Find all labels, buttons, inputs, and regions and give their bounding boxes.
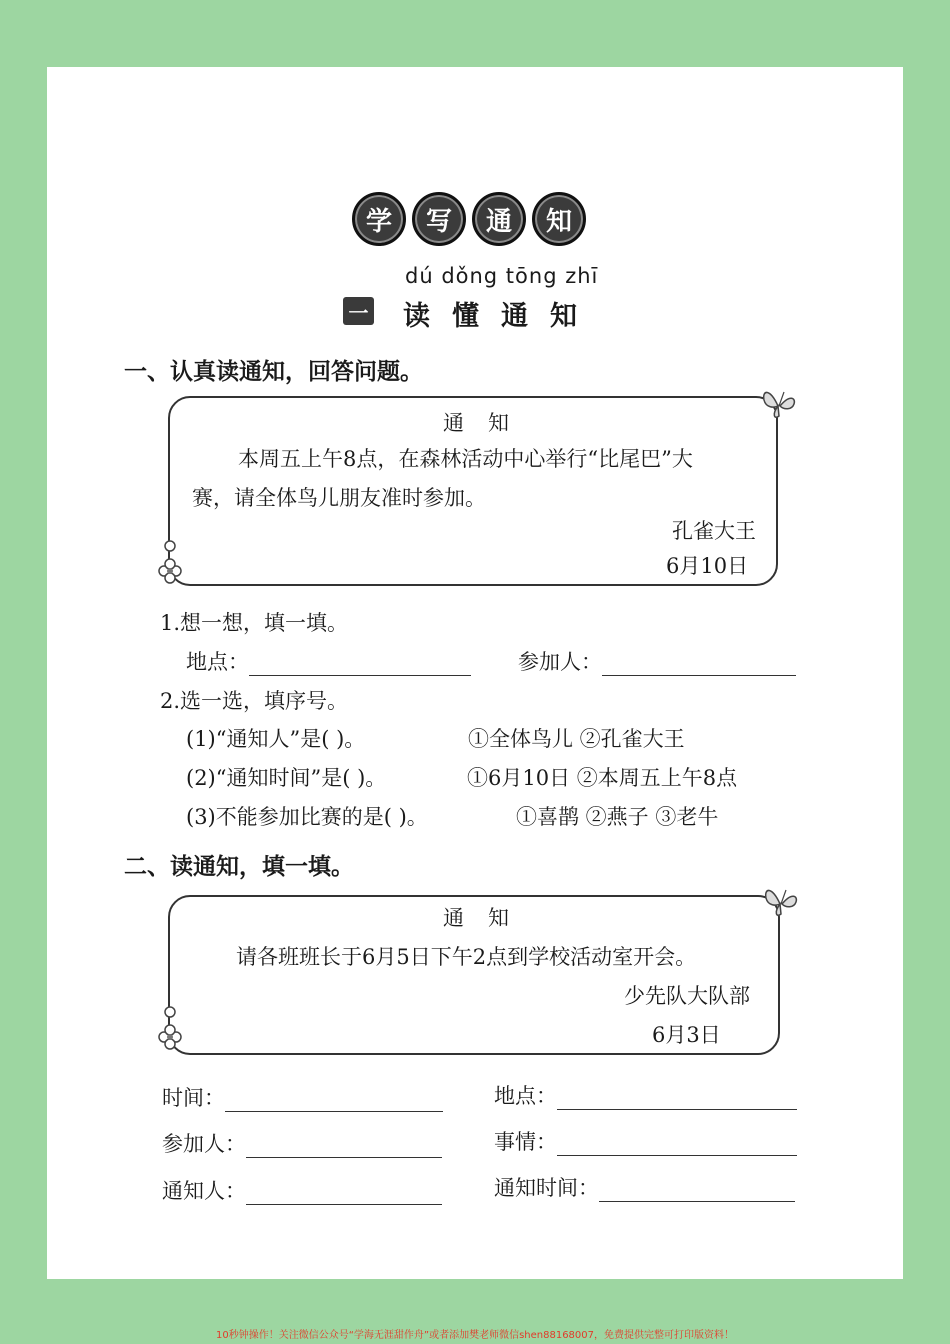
notice-body: 本周五上午8点，在森林活动中心举行“比尾巴”大: [238, 447, 693, 471]
flower-icon: [156, 538, 184, 584]
participants-answer-line[interactable]: [246, 1157, 442, 1158]
notifier-answer-line[interactable]: [246, 1204, 442, 1205]
place-answer-line[interactable]: [249, 675, 471, 676]
flower-icon: [156, 1004, 184, 1050]
choice-options: ①喜鹊 ②燕子 ③老牛: [516, 805, 719, 829]
choice-question[interactable]: (1)“通知人”是( )。: [186, 727, 366, 751]
title-badge: 知: [532, 192, 586, 246]
participants-label: 参加人：: [518, 650, 602, 674]
title-badges: [352, 192, 586, 246]
time-label: 时间：: [162, 1086, 225, 1110]
notice-body: 请各班班长于6月5日下午2点到学校活动室开会。: [236, 945, 697, 969]
time-answer-line[interactable]: [225, 1111, 443, 1112]
matter-answer-line[interactable]: [557, 1155, 797, 1156]
part2-heading: 二、读通知，填一填。: [124, 854, 354, 880]
notice-body: 赛，请全体鸟儿朋友准时参加。: [192, 486, 486, 510]
section-title: 读懂通知: [403, 301, 599, 332]
choice-options: ①6月10日 ②本周五上午8点: [467, 766, 738, 790]
participants-answer-line[interactable]: [602, 675, 796, 676]
title-badge: 通: [472, 192, 526, 246]
notice-signer: 孔雀大王: [672, 519, 756, 543]
place-label: 地点：: [186, 650, 249, 674]
question-2: 2.选一选，填序号。: [160, 689, 349, 713]
notifier-label: 通知人：: [162, 1179, 246, 1203]
notice-time-answer-line[interactable]: [599, 1201, 795, 1202]
notice-signer: 少先队大队部: [624, 984, 750, 1008]
section-number: 一: [343, 297, 374, 325]
choice-options: ①全体鸟儿 ②孔雀大王: [468, 727, 685, 751]
butterfly-icon: [762, 884, 800, 920]
notice-date: 6月10日: [666, 554, 749, 578]
footer-promo: 10秒钟操作！关注微信公众号“学海无涯甜作舟”或者添加樊老师微信shen88168007，免费提供完整可打印版资料！: [215, 1330, 735, 1341]
notice-time-label: 通知时间：: [494, 1176, 599, 1200]
choice-question[interactable]: (2)“通知时间”是( )。: [186, 766, 387, 790]
notice-date: 6月3日: [652, 1023, 721, 1047]
title-badge: 写: [412, 192, 466, 246]
notice-title: 通知: [443, 906, 533, 930]
question-1: 1.想一想，填一填。: [160, 611, 349, 635]
butterfly-icon: [760, 386, 798, 422]
notice-title: 通知: [443, 411, 533, 435]
place-label: 地点：: [494, 1084, 557, 1108]
matter-label: 事情：: [494, 1130, 557, 1154]
place-answer-line[interactable]: [557, 1109, 797, 1110]
part1-heading: 一、认真读通知，回答问题。: [124, 359, 423, 385]
title-badge: 学: [352, 192, 406, 246]
participants-label: 参加人：: [162, 1132, 246, 1156]
section-pinyin: dú dǒng tōng zhī: [405, 264, 599, 288]
choice-question[interactable]: (3)不能参加比赛的是( )。: [186, 805, 428, 829]
